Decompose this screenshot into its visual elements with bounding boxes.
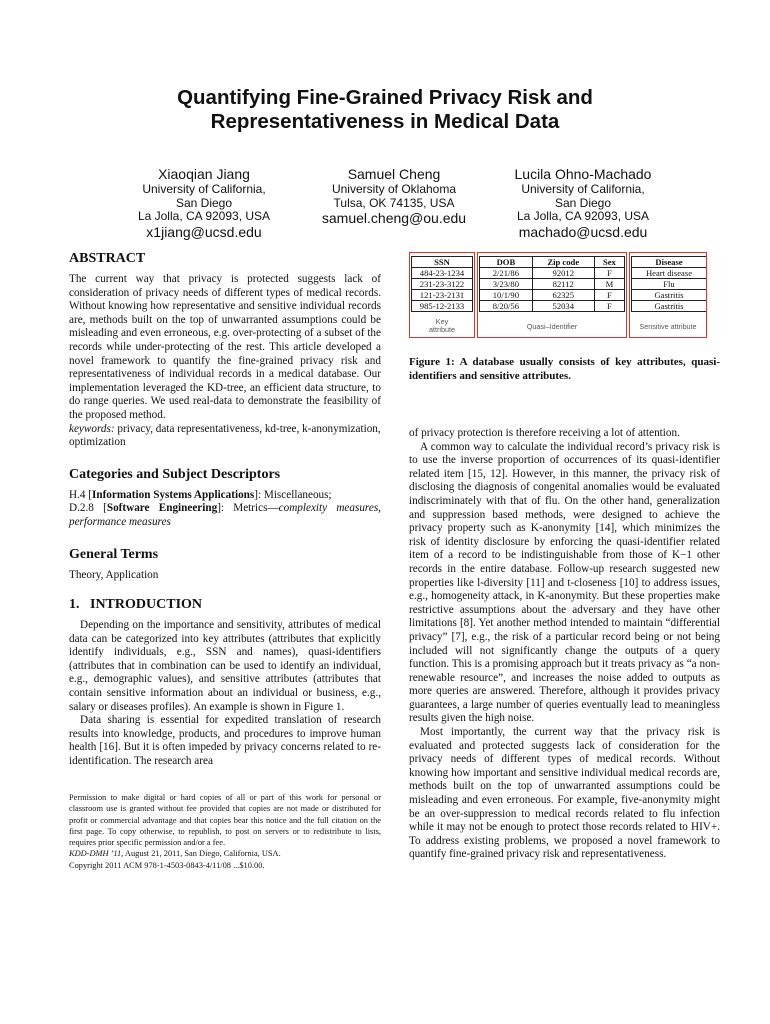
table-cell: F (594, 268, 624, 279)
figure-caption: Figure 1: A database usually consists of key attributes, quasi-identifiers and sensitive attributes. (409, 356, 720, 382)
author-name: Samuel Cheng (347, 166, 441, 182)
author-email: samuel.cheng@ou.edu (321, 210, 467, 226)
figure-1 (409, 252, 720, 338)
keywords (69, 423, 381, 450)
author-affiliation: San Diego (554, 195, 612, 210)
table-cell: 82112 (532, 279, 594, 290)
category-rest: ]: Miscellaneous; (254, 488, 332, 501)
table-header: Sex (594, 257, 624, 268)
table-cell: 3/23/80 (480, 279, 533, 290)
table-cell: Flu (632, 279, 707, 290)
category-2 (69, 502, 381, 529)
author-name: Lucila Ohno-Machado (514, 166, 652, 182)
venue-details: August 21, 2011, San Diego, California, USA. (124, 849, 281, 859)
author-affiliation: San Diego (175, 195, 233, 210)
table-header: DOB (480, 257, 533, 268)
author-affiliation: University of Oklahoma (331, 182, 457, 196)
table-cell: 10/1/90 (480, 290, 533, 301)
table-cell: 2/21/86 (480, 268, 533, 279)
category-code: H.4 [ (69, 488, 92, 501)
title-line-1: Quantifying Fine-Grained Privacy Risk and (177, 86, 593, 109)
general-terms-text: Theory, Application (69, 568, 159, 581)
intro-paragraph-2: Data sharing is essential for expedited translation of research results into knowledge, products, and procedures to improve human health [16]. But it is often impeded by privacy concerns related to re-identification. The research area (69, 714, 381, 768)
body-paragraph: A common way to calculate the individual record’s privacy risk is to use the inverse proportion of occurrences of its quasi-identifier related item [15, 12]. However, in this manner, the privacy risk of disclosing the diagnosis of congenital anomalies would be evaluated indiscriminately with that of flu. On the other hand, generalization and suppression based methods, were designed to achieve the privacy property such as K-anonymity [14], which minimizes the risk of identity disclosure by enforcing the quasi-identifier related item of a record to be indistinguishable from those of K−1 other records in the entire database. Follow-up research suggested new properties like l-diversity [11] and t-closeness [10] to address issues, e.g., homogeneity attack, in K-anonymity. But these properties make restrictive assumptions about the adversary and they have other limitations [8]. Yet another method intended to maintain “differential privacy” [7], e.g., the risk of a particular record being or not being included will not significantly change the outputs of a query function. This is a promising approach but it treats privacy as “a non-renewable resource”, and increases the noise added to outputs as more queries are answered. Therefore, although it provides privacy guarantees, a large number of queries eventually lead to meaningless results given the high noise. (409, 440, 720, 725)
table-cell: Gastritis (632, 290, 707, 301)
body-paragraph: Most importantly, the current way that the privacy risk is evaluated and protected suggests lack of consideration for the privacy needs of different types of medical records. Without knowing how important and sensitive individual medical records are, methods built on the top of unwarranted assumptions could be misleading and even erroneous. For example, five-anonymity might be an over-suppression to medical records related to flu infection while it may not be enough to protect those records related to HIV+. To address existing problems, we proposed a novel framework to quantify fine-grained privacy risk and representativeness. (409, 726, 720, 861)
table-cell: F (594, 301, 624, 312)
keywords-label: keywords: (69, 422, 115, 435)
table-cell: 52034 (532, 301, 594, 312)
copyright-line: Copyright 2011 ACM 978-1-4503-0843-4/11/08 ...$10.00. (69, 860, 265, 870)
table-header: Disease (632, 257, 707, 268)
table-cell: Heart disease (632, 268, 707, 279)
author-address: La Jolla, CA 92093, USA (137, 209, 271, 223)
author-address: Tulsa, OK 74135, USA (333, 195, 455, 210)
author-block (94, 166, 314, 240)
category-italic: complexity measures, performance measures (69, 502, 381, 528)
table-cell: 484-23-1234 (412, 268, 473, 279)
table-header: SSN (412, 257, 473, 268)
table-cell: Gastritis (632, 301, 707, 312)
table-cell: 985-12-2133 (412, 301, 473, 312)
right-column (409, 427, 720, 862)
quasi-identifier-label: Quasi–Identifier (526, 322, 578, 331)
table-cell: 231-23-3122 (412, 279, 473, 290)
table-header: Zip code (532, 257, 594, 268)
author-name: Xiaoqian Jiang (158, 166, 250, 182)
category-1 (69, 489, 381, 503)
body-paragraph: of privacy protection is therefore receiving a lot of attention. (409, 427, 680, 439)
copyright-footnote (69, 792, 381, 871)
title-line-2: Representativeness in Medical Data (210, 110, 560, 133)
sensitive-attribute-label: Sensitive attribute (639, 322, 697, 331)
keywords-text: privacy, data representativeness, kd-tree, k-anonymization, optimization (69, 422, 381, 449)
table-cell: 62325 (532, 290, 594, 301)
permission-text: Permission to make digital or hard copies of all or part of this work for personal or classroom use is granted without fee provided that copies are not made or distributed for profit or commercial advantage and that copies bear this notice and the full citation on the first page. To copy otherwise, to republish, to post on servers or to redistribute to lists, requires prior specific permission and/or a fee. (69, 793, 381, 848)
table-cell: F (594, 290, 624, 301)
author-block (284, 166, 504, 226)
table-cell: 8/20/56 (480, 301, 533, 312)
table-cell: 92012 (532, 268, 594, 279)
venue-line (69, 848, 381, 859)
abstract-text: The current way that privacy is protected suggests lack of consideration of privacy needs of different types of medical records. Without knowing how representative and sensitive individual records are, methods built on the top of unwarranted assumptions could be misleading and even erroneous, e.g. over-protecting of a subset of the records while under-protecting of the rest. This article developed a novel framework to quantify the fine-grained privacy risk and representativeness of individual records in a medical database. Our implementation leveraged the KD-tree, an efficient data structure, to do range queries. We used real-data to demonstrate the feasibility of the proposed method. (69, 273, 381, 421)
general-terms-heading: General Terms (69, 546, 159, 562)
author-address: La Jolla, CA 92093, USA (516, 209, 650, 223)
venue-name: KDD-DMH ’11, (69, 849, 124, 859)
author-affiliation: University of California, (521, 182, 645, 196)
key-attribute-label (411, 318, 473, 334)
category-bold: Software Engineering (106, 502, 218, 515)
author-affiliation: University of California, (142, 182, 266, 196)
paper-title (0, 86, 770, 134)
category-bold: Information Systems Applications (92, 488, 255, 501)
category-code: D.2.8 [ (69, 502, 107, 515)
table-cell: M (594, 279, 624, 290)
label-line: attribute (429, 325, 455, 334)
author-email: x1jiang@ucsd.edu (146, 223, 262, 240)
category-rest: ]: Metrics— (217, 502, 279, 515)
table-cell: 121-23-2131 (412, 290, 473, 301)
left-column (69, 250, 381, 769)
abstract-heading: ABSTRACT (69, 251, 146, 266)
introduction-heading: 1. INTRODUCTION (69, 597, 203, 613)
label-line: Key (435, 317, 449, 326)
categories-heading: Categories and Subject Descriptors (69, 466, 281, 482)
intro-paragraph-1: Depending on the importance and sensitivity, attributes of medical data can be categorized into key attributes (attributes that explicitly identify individuals, e.g., SSN and names), quasi-identifiers (attributes that in combination can be used to identify an individual, e.g., demographic values), and sensitive attributes (attributes that contain sensitive information about an individual or business, e.g., salary or diseases profiles). An example is shown in Figure 1. (69, 619, 381, 713)
author-email: machado@ucsd.edu (518, 223, 648, 240)
author-block (473, 166, 693, 240)
